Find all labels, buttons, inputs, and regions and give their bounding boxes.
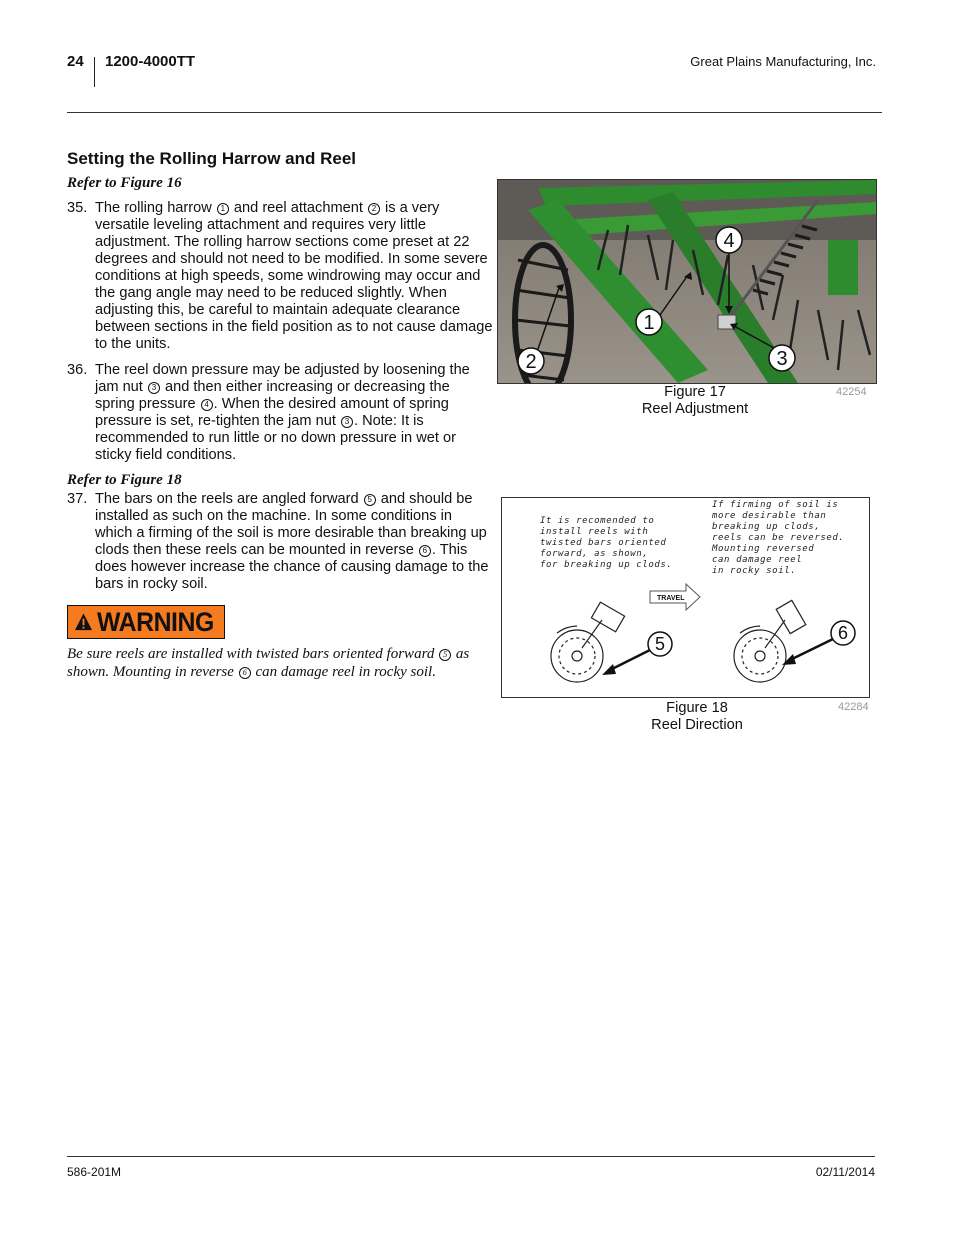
step-number: 35. — [67, 200, 88, 216]
figure18-label-5: 5 — [654, 634, 666, 654]
callout-4: 4 — [201, 399, 213, 411]
left-note: It is recomended to install reels with twisted bars oriented forward, as shown, for breaking up clods. — [540, 516, 673, 570]
figure17-label-3: 3 — [776, 348, 788, 370]
figure-17-number: Figure 17 — [664, 384, 726, 400]
figure-18-title: Reel Direction — [651, 717, 743, 733]
header-divider — [94, 57, 95, 87]
section-title: Setting the Rolling Harrow and Reel — [67, 149, 357, 168]
step-35: 35. The rolling harrow 1 and reel attachment 2 is a very versatile leveling attachment and requires very little adjustment. The rolling harrow sections come preset at 22 degrees and should not need to be modified. In some severe conditions at high speeds, some windrowing may occur and the gang angle may need to be reduced slightly. When adjusting this, be careful to maintain adequate clearance between sections in the field position as to not cause damage to the units. — [67, 200, 493, 352]
document-number: 586-201M — [67, 1165, 122, 1179]
figure-18-caption — [612, 700, 782, 734]
figure18-label-6: 6 — [837, 623, 849, 643]
callout-6: 6 — [419, 545, 431, 557]
figure17-label-4: 4 — [723, 230, 735, 252]
callout-3: 3 — [148, 382, 160, 394]
callout-5: 5 — [439, 649, 451, 661]
warning-text: Be sure reels are installed with twisted bars oriented forward 5 as shown. Mounting in reverse 6 can damage reel in rocky soil. — [67, 646, 470, 680]
figure-17-id: 42254 — [836, 386, 867, 398]
callout-2: 2 — [368, 203, 380, 215]
figure-17-title: Reel Adjustment — [641, 401, 749, 417]
figure-17-caption — [610, 384, 780, 418]
step-37: 37. The bars on the reels are angled forward 5 and should be installed as such on the machine. In some conditions in which a firming of the soil is more desirable than breaking up clods then these reels can be mounted in reverse 6 . This does however increase the chance of causing damage to the bars in rocky soil. — [67, 491, 489, 592]
model-number: 1200-4000TT — [105, 53, 196, 70]
reel-adjustment-photo-icon — [498, 180, 876, 383]
figure-18-number: Figure 18 — [666, 700, 728, 716]
warning-label: WARNING — [97, 606, 214, 637]
callout-3: 3 — [341, 416, 353, 428]
callout-5: 5 — [364, 494, 376, 506]
header-rule — [67, 112, 882, 113]
reel-direction-drawing-icon — [502, 498, 869, 697]
company-name: Great Plains Manufacturing, Inc. — [690, 54, 876, 69]
footer-rule — [67, 1156, 875, 1157]
warning-banner — [67, 605, 225, 639]
step-number: 36. — [67, 362, 88, 378]
figure-18-id: 42284 — [838, 701, 869, 713]
step-number: 37. — [67, 491, 88, 507]
right-note: If firming of soil is more desirable than breaking up clods, reels can be reversed. Mounting reversed can damage reel in rocky soil. — [712, 500, 845, 576]
travel-label: TRAVEL — [657, 595, 685, 602]
figure-17-photo — [497, 179, 877, 384]
callout-1: 1 — [217, 203, 229, 215]
figure17-label-2: 2 — [525, 351, 537, 373]
figure-18-diagram — [501, 497, 870, 698]
refer-figure-18: Refer to Figure 18 — [67, 472, 182, 488]
revision-date: 02/11/2014 — [815, 1165, 875, 1179]
figure17-label-1: 1 — [643, 312, 655, 334]
callout-6: 6 — [239, 667, 251, 679]
page-number: 24 — [67, 53, 84, 70]
refer-figure-16: Refer to Figure 16 — [67, 175, 182, 191]
warning-triangle-icon — [74, 612, 93, 632]
step-36: 36. The reel down pressure may be adjusted by loosening the jam nut 3 and then either increasing or decreasing the spring pressure 4 . When the desired amount of spring pressure is set, re-tighten the jam nut 3 . Note: It is recommended to run little or no down pressure in wet or sticky field conditions. — [67, 362, 470, 463]
